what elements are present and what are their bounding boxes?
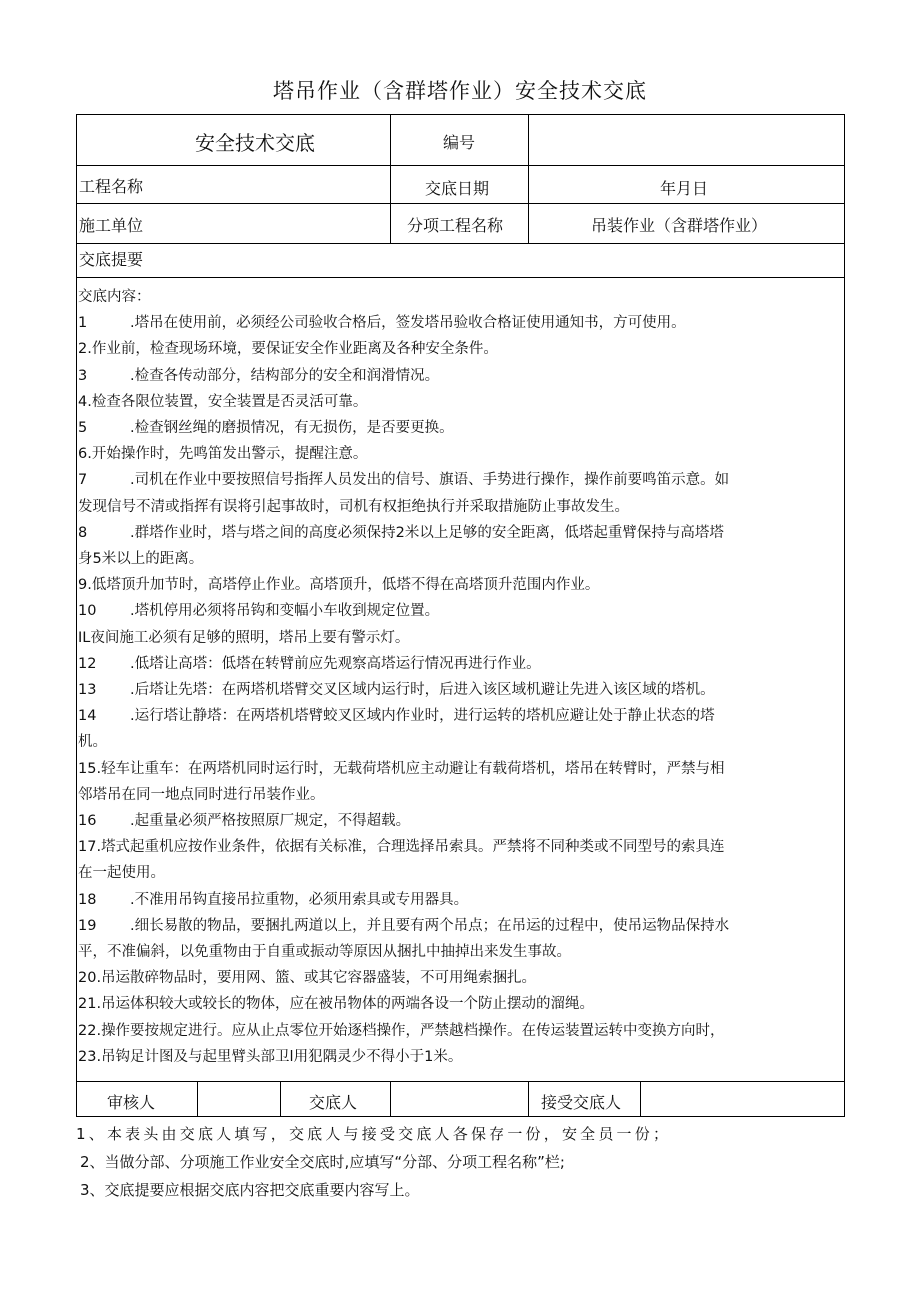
date-value: 年月日: [660, 179, 709, 198]
col-divider: [390, 115, 391, 243]
content-line: [77, 808, 843, 834]
item-number: 14: [78, 708, 97, 725]
item-number: 18: [78, 891, 97, 908]
content-line: [77, 939, 843, 965]
number-label: 编号: [443, 133, 476, 152]
date-label: 交底日期: [425, 179, 490, 198]
content-line: [77, 441, 843, 467]
content-line: [77, 415, 843, 441]
content-line: [77, 677, 843, 703]
disclosure-form: [76, 114, 845, 1117]
content-line: [77, 651, 843, 677]
item-text: .塔机停用必须将吊钩和变幅小车收到规定位置。: [130, 603, 440, 620]
item-number: 17.: [78, 839, 102, 856]
content-line: [77, 546, 843, 572]
item-text: 身5米以上的距离。: [78, 551, 204, 568]
presenter-label: 交底人: [309, 1093, 358, 1112]
content-line: [77, 729, 843, 755]
item-text: 低塔顶升加节时，高塔停止作业。高塔顶升，低塔不得在高塔顶升范围内作业。: [91, 577, 600, 594]
item-number: 13: [78, 682, 97, 699]
reviewer-label: 审核人: [107, 1093, 156, 1112]
item-text: .塔吊在使用前，必须经公司验收合格后，签发塔吊验收合格证使用通知书，方可使用。: [130, 315, 686, 332]
item-number: 1: [78, 315, 88, 332]
disclosure-content: [77, 282, 843, 1097]
footnotes: [76, 1120, 846, 1204]
content-line: [77, 363, 843, 389]
unit-label: 施工单位: [79, 216, 144, 235]
item-text: .检查钢丝绳的磨损情况，有无损伤，是否要更换。: [130, 420, 454, 437]
content-line: [77, 782, 843, 808]
item-text: 检查各限位装置，安全装置是否灵活可靠。: [91, 393, 368, 410]
item-number: 9.: [78, 577, 92, 594]
content-line: [77, 1044, 843, 1070]
content-line: [77, 991, 843, 1017]
item-text: 吊运散碎物品时，要用网、篮、或其它容器盛装，不可用绳索捆扎。: [101, 970, 537, 987]
row-divider: [77, 243, 844, 244]
content-line: [77, 389, 843, 415]
item-text: 轻车让重车：在两塔机同时运行时，无载荷塔机应主动避让有载荷塔机，塔吊在转臂时，严禁与相: [101, 760, 725, 777]
item-text: 操作要按规定进行。应从止点零位开始逐档操作，严禁越档操作。在传运装置运转中变换方向时，: [101, 1022, 725, 1039]
item-text: 塔式起重机应按作业条件，依据有关标准，合理选择吊索具。严禁将不同种类或不同型号的索具连: [101, 839, 725, 856]
item-number: 2.: [78, 341, 92, 358]
item-number: 22.: [78, 1022, 102, 1039]
content-line: [77, 913, 843, 939]
item-text: 机。: [78, 734, 107, 751]
item-number: 10: [78, 603, 97, 620]
summary-label: 交底提要: [79, 250, 144, 269]
subproject-value: 吊装作业（含群塔作业）: [591, 216, 768, 235]
item-number: IL: [78, 629, 91, 646]
content-line: [77, 965, 843, 991]
item-text: 吊运体积较大或较长的物体，应在被吊物体的两端各设一个防止摆动的溜绳。: [101, 996, 595, 1013]
subproject-label: 分项工程名称: [407, 216, 504, 235]
footnote: 3、交底提要应根据交底内容把交底重要内容写上。: [80, 1181, 420, 1199]
item-text: 发现信号不清或指挥有误将引起事故时，司机有权拒绝执行并采取措施防止事故发生。: [78, 498, 629, 515]
content-line: [77, 887, 843, 913]
content-line: [77, 703, 843, 729]
item-text: 吊钩足计图及与起里臂头部卫l用犯隅灵少不得小于1米。: [101, 1048, 463, 1065]
item-text: .群塔作业时，塔与塔之间的高度必须保持2米以上足够的安全距离，低塔起重臂保持与高塔塔: [130, 524, 724, 541]
col-divider: [528, 115, 529, 243]
item-text: 平，不准偏斜，以免重物由于自重或振动等原因从捆扎中抽掉出来发生事故。: [78, 944, 571, 961]
item-text: 作业前，检查现场环境，要保证安全作业距离及各种安全条件。: [91, 341, 498, 358]
content-line: [77, 625, 843, 651]
row-divider: [77, 203, 844, 204]
item-number: 15.: [78, 760, 102, 777]
content-line: [77, 494, 843, 520]
item-text: .起重量必须严格按照原厂规定，不得超载。: [130, 813, 411, 830]
content-line: [77, 336, 843, 362]
item-number: 12: [78, 655, 97, 672]
content-line: [77, 1018, 843, 1044]
document-title: 塔吊作业（含群塔作业）安全技术交底: [273, 79, 647, 103]
row-divider: [77, 277, 844, 278]
item-text: .运行塔让静塔：在两塔机塔臂蛟叉区域内作业时，进行运转的塔机应避让处于静止状态的塔: [130, 708, 715, 725]
item-number: 19: [78, 917, 97, 934]
receiver-label: 接受交底人: [541, 1093, 622, 1112]
item-text: .低塔让高塔：低塔在转臂前应先观察高塔运行情况再进行作业。: [130, 655, 541, 672]
content-line: [77, 467, 843, 493]
content-heading: 交底内容：: [78, 289, 151, 305]
row-divider: [77, 165, 844, 166]
item-number: 6.: [78, 446, 92, 463]
content-line: [77, 598, 843, 624]
content-lines: [77, 310, 843, 1070]
footnote: 1、本表头由交底人填写，交底人与接受交底人各保存一份，安全员一份；: [76, 1125, 672, 1143]
item-number: 7: [78, 472, 88, 489]
content-line: [77, 520, 843, 546]
item-number: 16: [78, 813, 97, 830]
footnote: 2、当做分部、分项施工作业安全交底时,应填写“分部、分项工程名称”栏;: [80, 1153, 565, 1171]
item-text: 开始操作时，先鸣笛发出警示，提醒注意。: [91, 446, 368, 463]
content-line: [77, 860, 843, 886]
item-number: 20.: [78, 970, 102, 987]
content-line: [77, 572, 843, 598]
item-text: .检查各传动部分，结构部分的安全和润滑情况。: [130, 367, 440, 384]
item-number: 5: [78, 420, 88, 437]
project-name-label: 工程名称: [79, 177, 144, 196]
item-number: 3: [78, 367, 88, 384]
item-text: 在一起使用。: [78, 865, 165, 882]
item-text: .不准用吊钩直接吊拉重物，必须用索具或专用器具。: [130, 891, 469, 908]
item-number: 23.: [78, 1048, 102, 1065]
item-number: 21.: [78, 996, 102, 1013]
item-text: .司机在作业中要按照信号指挥人员发出的信号、旗语、手势进行操作，操作前要鸣笛示意。如: [130, 472, 730, 489]
content-line: [77, 756, 843, 782]
content-line: [77, 310, 843, 336]
doc-name: 安全技术交底: [195, 131, 315, 155]
item-text: 邻塔吊在同一地点同时进行吊装作业。: [78, 786, 325, 803]
item-number: 4.: [78, 393, 92, 410]
item-number: 8: [78, 524, 88, 541]
item-text: .后塔让先塔：在两塔机塔臂交叉区域内运行时，后进入该区域机避让先进入该区域的塔机。: [130, 682, 715, 699]
content-line: [77, 834, 843, 860]
item-text: 夜间施工必须有足够的照明，塔吊上要有警示灯。: [90, 629, 410, 646]
item-text: .细长易散的物品，要捆扎两道以上，并且要有两个吊点；在吊运的过程中，使吊运物品保持水: [130, 917, 730, 934]
